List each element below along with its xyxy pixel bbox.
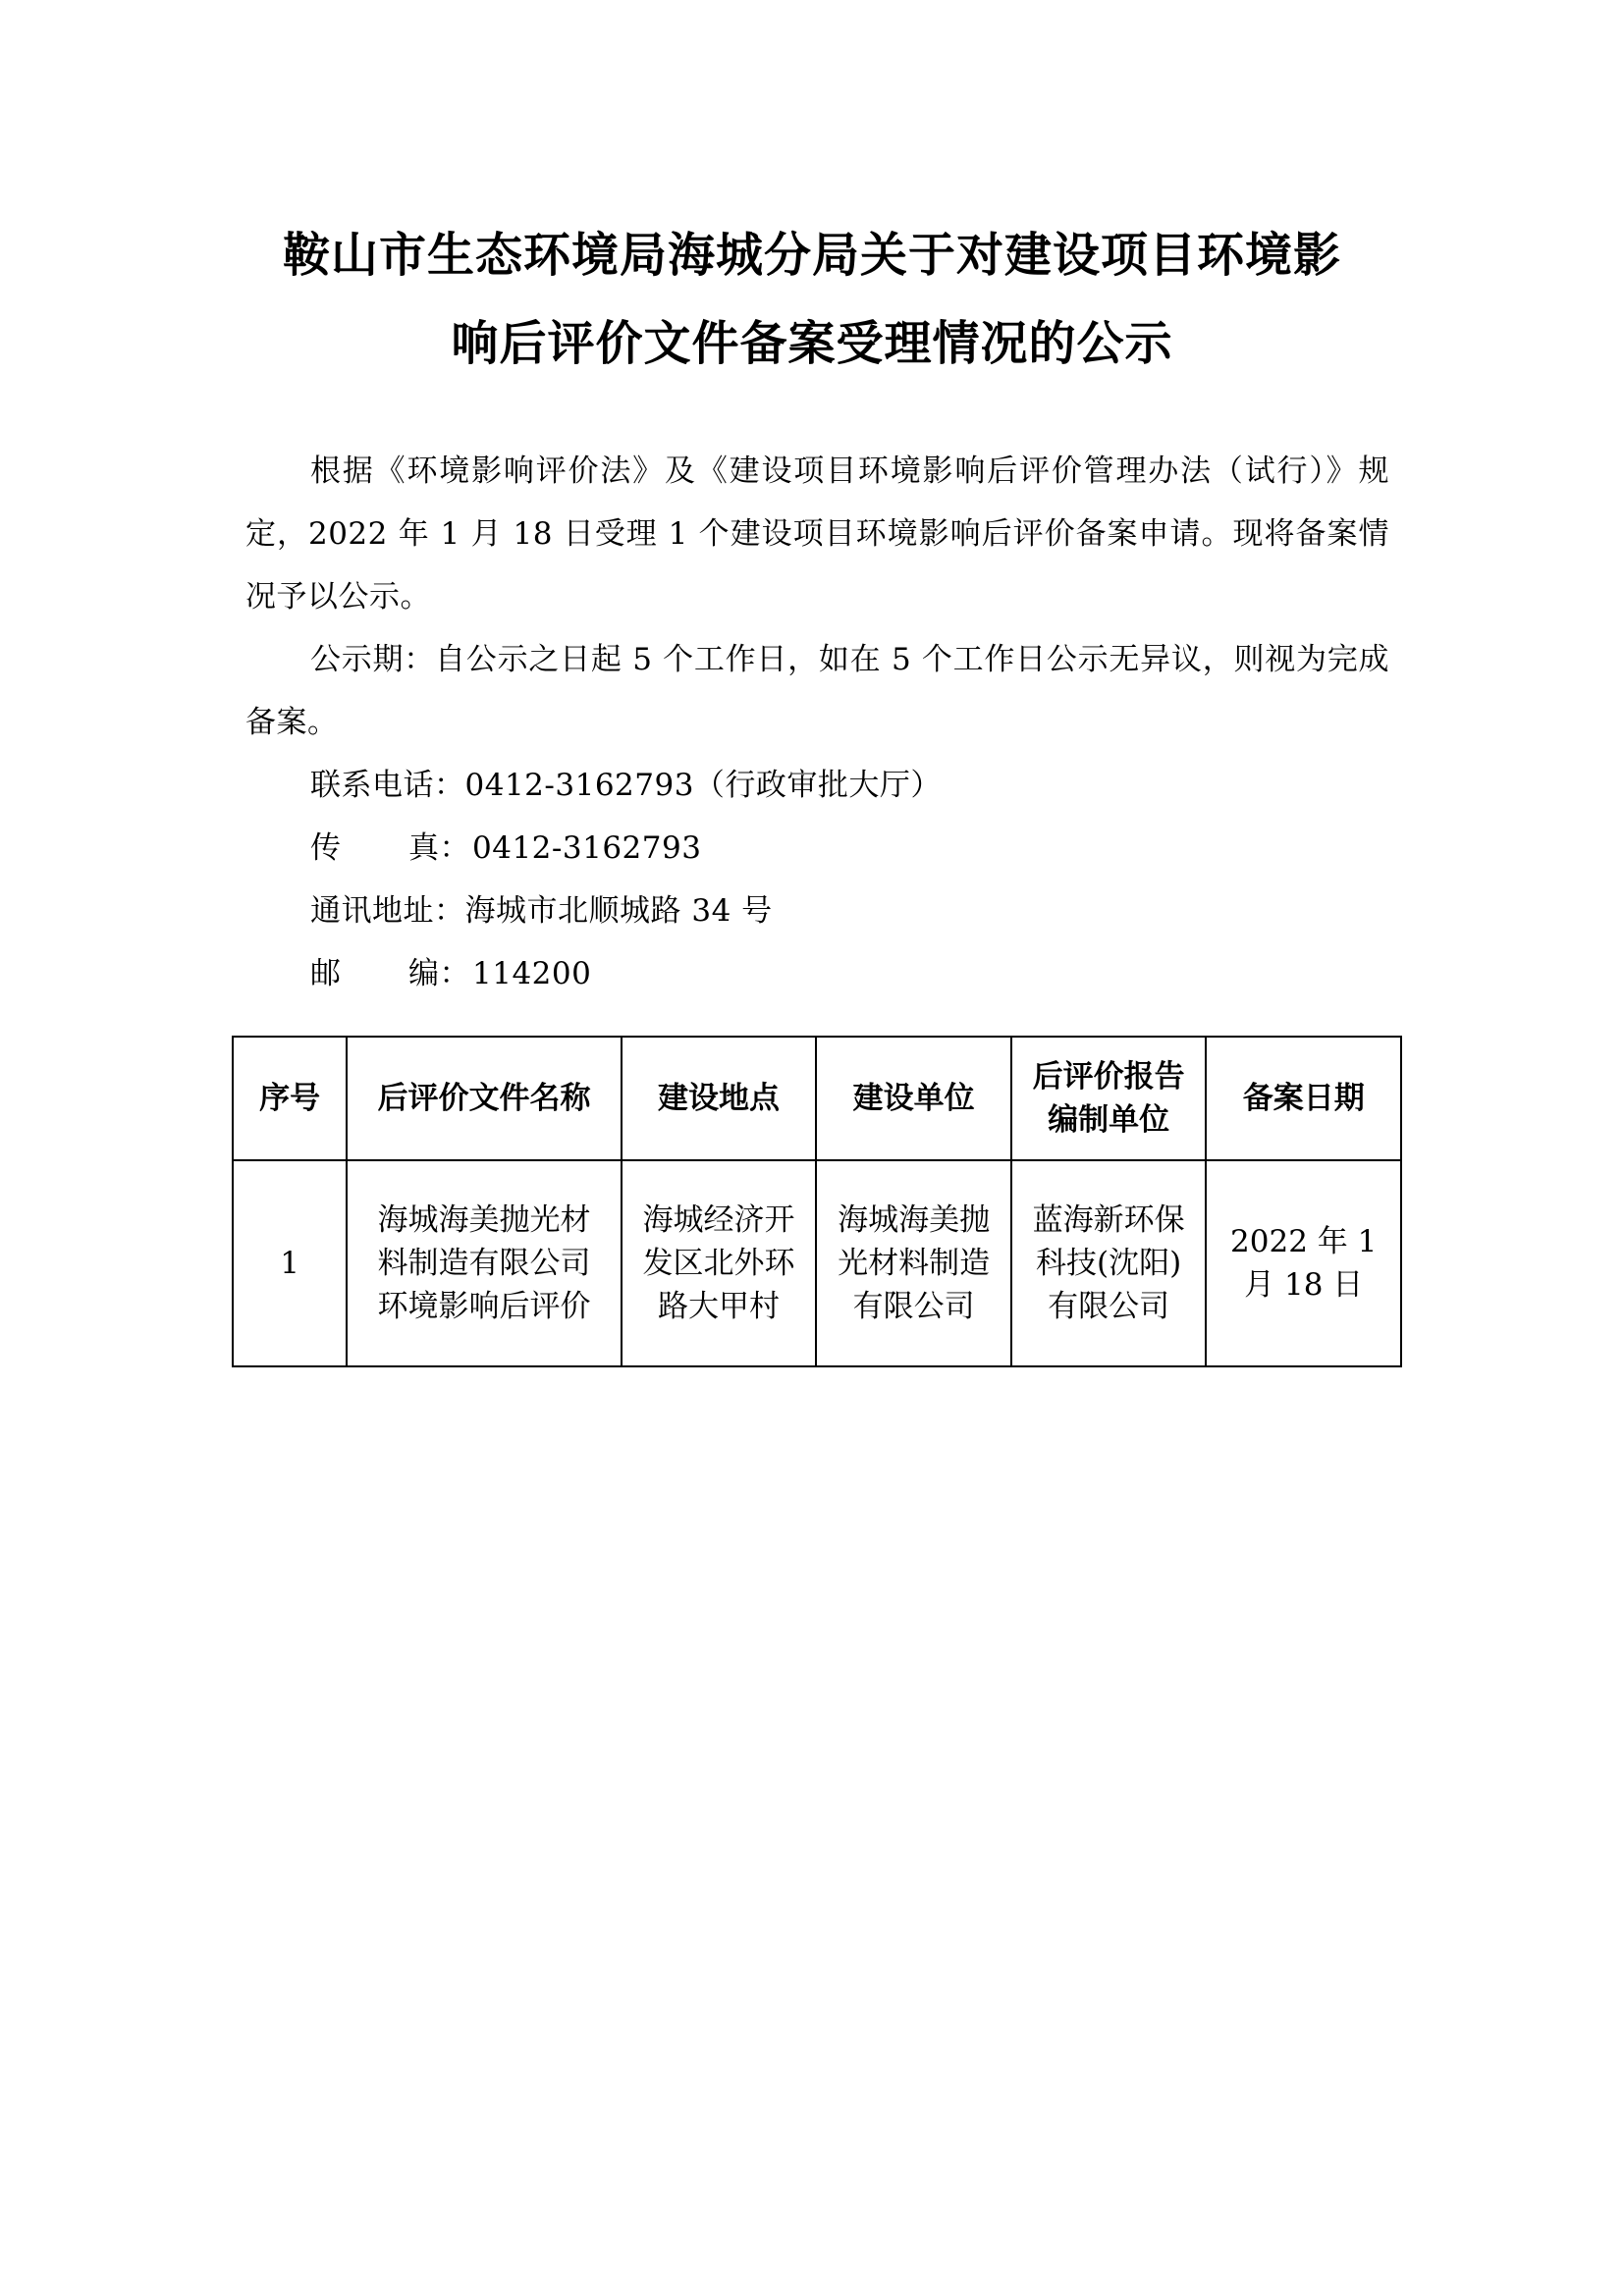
address-value: 海城市北顺城路 34 号 [464,893,773,929]
postcode-value: 114200 [472,956,592,991]
cell-report-preparer [1011,1160,1207,1366]
address-label: 通讯地址： [310,893,465,929]
header-construction-unit: 建设单位 [816,1037,1011,1160]
phone-value: 0412-3162793（行政审批大厅） [464,768,942,803]
contact-postcode [245,942,1389,1005]
title-line-1: 鞍山市生态环境局海城分局关于对建设项目环境影 [282,228,1341,283]
header-serial: 序号 [233,1037,347,1160]
header-filing-date: 备案日期 [1206,1037,1401,1160]
table-header-row [233,1037,1401,1160]
filing-table [232,1036,1402,1367]
fax-value: 0412-3162793 [472,830,702,866]
contact-phone [245,754,1389,817]
cell-report-preparer-text: 蓝海新环保科技(沈阳)有限公司 [1032,1202,1185,1324]
header-document-name: 后评价文件名称 [347,1037,622,1160]
cell-construction-unit-text: 海城海美抛光材料制造有限公司 [838,1202,991,1324]
paragraph-publicity-period: 公示期：自公示之日起 5 个工作日，如在 5 个工作日公示无异议，则视为完成备案。 [245,642,1389,740]
postcode-label [310,942,472,1005]
fax-label-a: 传 [310,830,342,866]
cell-location-text: 海城经济开发区北外环路大甲村 [642,1202,795,1324]
fax-label-b: 真： [408,830,470,866]
cell-construction-unit [816,1160,1011,1366]
header-location: 建设地点 [622,1037,817,1160]
paragraph-legal-basis: 根据《环境影响评价法》及《建设项目环境影响后评价管理办法（试行）》规定，2022 年 1 月 18 日受理 1 个建设项目环境影响后评价备案申请。现将备案情况予以公示。 [245,454,1389,614]
contact-address [245,880,1389,942]
table-row [233,1160,1401,1366]
document-body [245,440,1389,1005]
postcode-label-a: 邮 [310,956,342,991]
cell-filing-date [1206,1160,1401,1366]
cell-document-name [347,1160,622,1366]
header-report-preparer: 后评价报告编制单位 [1011,1037,1207,1160]
cell-location [622,1160,817,1366]
cell-serial-text: 1 [280,1246,299,1281]
cell-document-name-text: 海城海美抛光材料制造有限公司环境影响后评价 [377,1202,591,1324]
fax-label [310,817,472,880]
contact-fax [245,817,1389,880]
cell-serial [233,1160,347,1366]
cell-filing-date-text: 2022 年 1 月 18 日 [1230,1224,1378,1303]
postcode-label-b: 编： [408,956,470,991]
document-title [233,211,1391,388]
title-line-2: 响后评价文件备案受理情况的公示 [451,316,1173,371]
phone-label: 联系电话： [310,768,465,803]
